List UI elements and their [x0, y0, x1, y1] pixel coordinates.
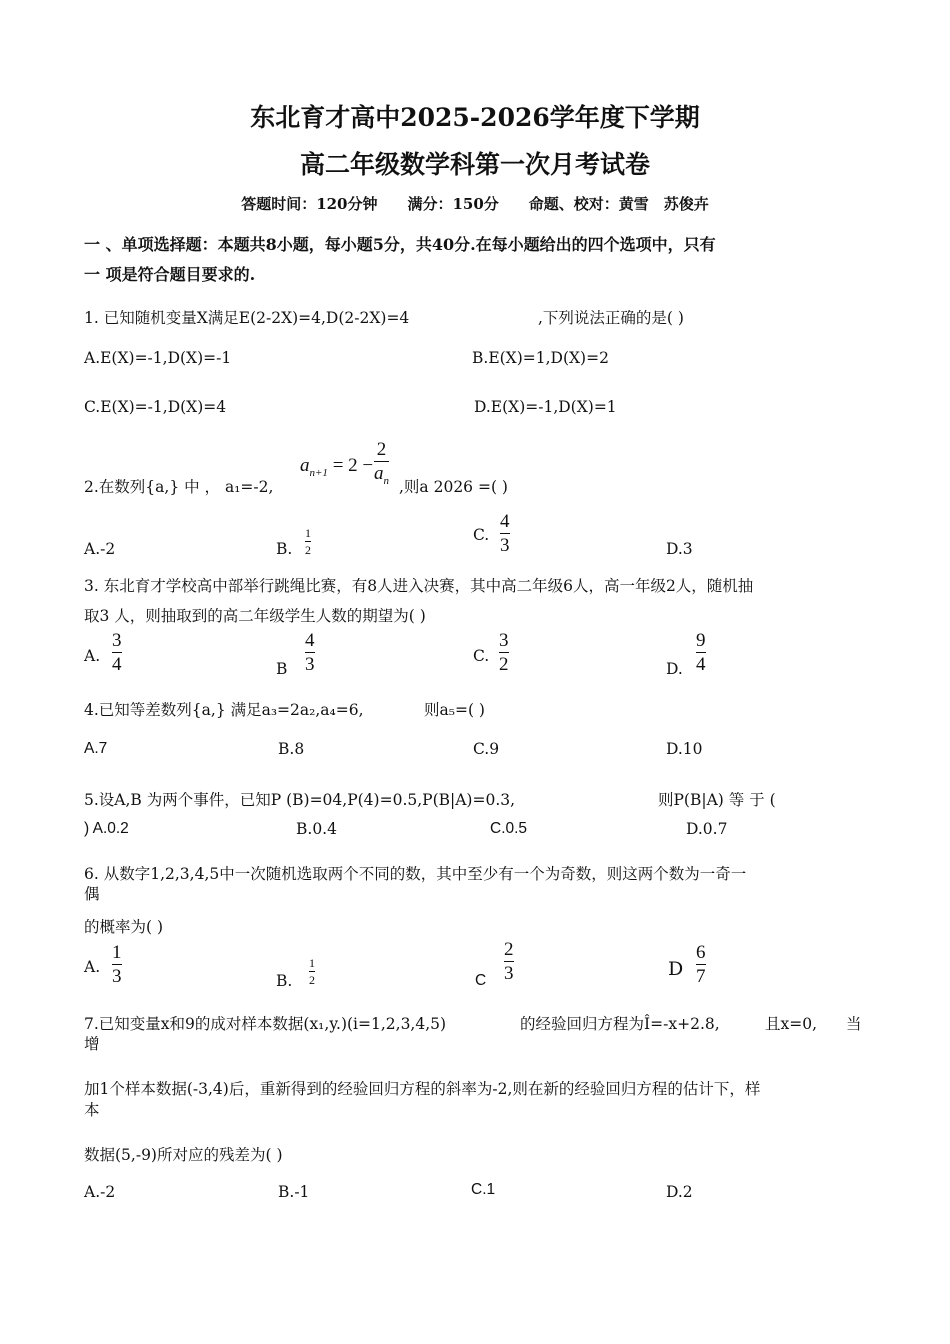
q5-option-d: D.0.7 — [686, 820, 728, 838]
fraction-denominator: 7 — [696, 966, 706, 987]
q7-option-d: D.2 — [666, 1183, 693, 1201]
q7-stem-line3: 数据(5,-9)所对应的残差为( ) — [84, 1146, 283, 1164]
fraction-bar — [504, 961, 514, 962]
q3-option-d-label: D. — [666, 660, 683, 678]
q4-option-a: A.7 — [84, 740, 108, 757]
fraction-bar — [112, 964, 122, 965]
fraction-numerator: 1 — [309, 956, 315, 970]
fraction-bar — [696, 652, 706, 653]
q6-stem-cont: 的概率为( ) — [84, 918, 164, 936]
q3-option-c-label: C. — [473, 647, 490, 665]
q2-option-c-label: C. — [473, 526, 490, 544]
fraction-bar — [696, 964, 706, 965]
q5-stem-cont: 则P(B|A) 等 于 ( — [658, 791, 776, 809]
q2-formula-den-sub: n — [383, 474, 389, 487]
fraction-denominator: 3 — [500, 535, 510, 556]
q2-stem-cont: ,则a 2026 =( ) — [399, 478, 508, 496]
q2-option-d: D.3 — [666, 540, 693, 558]
fraction-numerator: 9 — [696, 630, 706, 651]
fraction-bar — [500, 533, 510, 534]
fraction-bar — [305, 541, 311, 542]
fraction-numerator: 4 — [305, 630, 315, 651]
q7-option-a: A.-2 — [84, 1183, 116, 1201]
fraction-bar — [374, 461, 389, 462]
q7-stem-condition: 且x=0, — [765, 1015, 818, 1033]
fraction-bar — [112, 652, 122, 653]
q7-option-b: B.-1 — [278, 1183, 310, 1201]
q7-stem-wrap1: 增 — [84, 1035, 100, 1053]
q2-formula-lhs: a — [300, 455, 310, 476]
q2-recurrence-formula — [300, 455, 373, 479]
q3-option-b-fraction — [305, 631, 315, 674]
fraction-bar — [309, 971, 315, 972]
fraction-denominator: 2 — [309, 973, 315, 987]
fraction-denominator: 2 — [305, 543, 311, 557]
q6-option-d-fraction — [696, 943, 706, 986]
q4-option-c: C.9 — [473, 740, 500, 758]
q7-stem-regression: 的经验回归方程为Î=-x+2.8, — [520, 1015, 720, 1033]
section1-heading-cont: 一 项是符合题目要求的. — [84, 265, 256, 284]
q6-option-a-label: A. — [84, 958, 101, 976]
fraction-numerator: 3 — [112, 630, 122, 651]
q1-option-a: A.E(X)=-1,D(X)=-1 — [84, 349, 232, 367]
q6-stem: 6. 从数字1,2,3,4,5中一次随机选取两个不同的数，其中至少有一个为奇数，则这两个数为一奇一 — [84, 865, 747, 883]
q5-option-b: B.0.4 — [296, 820, 337, 838]
fraction-bar — [305, 652, 315, 653]
q3-option-a-label: A. — [84, 647, 101, 665]
q2-stem: 2.在数列{a,} 中 ， a₁=-2, — [84, 478, 274, 496]
fraction-numerator: 4 — [500, 511, 510, 532]
fraction-numerator: 3 — [499, 630, 509, 651]
q2-formula-den: a — [374, 463, 384, 484]
q7-stem-wrap2: 本 — [84, 1101, 100, 1119]
fraction-numerator: 6 — [696, 942, 706, 963]
q3-option-c-fraction — [499, 631, 509, 674]
q2-option-b-label: B. — [276, 540, 293, 558]
q7-stem-when: 当 — [846, 1015, 862, 1033]
fraction-numerator: 1 — [112, 942, 122, 963]
q5-option-c: C.0.5 — [490, 820, 528, 837]
fraction-denominator: 2 — [499, 654, 509, 675]
q2-option-c-fraction — [500, 512, 510, 555]
q1-stem-cont: ,下列说法正确的是( ) — [538, 309, 684, 327]
q5-stem: 5.设A,B 为两个事件，已知P (B)=04,P(4)=0.5,P(B|A)=0.3, — [84, 791, 516, 809]
q4-option-d: D.10 — [666, 740, 703, 758]
q3-stem: 3. 东北育才学校高中部举行跳绳比赛，有8人进入决赛，其中高二年级6人，高一年级2人，随机抽 — [84, 577, 754, 595]
q1-option-c: C.E(X)=-1,D(X)=4 — [84, 398, 227, 416]
fraction-denominator: 3 — [112, 966, 122, 987]
q7-option-c: C.1 — [471, 1181, 496, 1198]
q7-stem: 7.已知变量x和9的成对样本数据(x₁,y.)(i=1,2,3,4,5) — [84, 1015, 447, 1033]
exam-title-line2: 高二年级数学科第一次月考试卷 — [299, 150, 650, 179]
q2-option-a: A.-2 — [84, 540, 116, 558]
q4-stem: 4.已知等差数列{a,} 满足a₃=2a₂,a₄=6, — [84, 701, 364, 719]
exam-info: 答题时间：120分钟 满分：150分 命题、校对：黄雪 苏俊卉 — [241, 195, 709, 213]
q2-formula-num: 2 — [376, 439, 387, 460]
section1-heading: 一 、单项选择题：本题共8小题，每小题5分，共40分.在每小题给出的四个选项中，只有 — [84, 235, 716, 254]
q6-option-c-label: C — [475, 972, 487, 989]
fraction-denominator: 4 — [112, 654, 122, 675]
fraction-denominator: 3 — [305, 654, 315, 675]
q4-option-b: B.8 — [278, 740, 305, 758]
fraction-denominator: 4 — [696, 654, 706, 675]
fraction-denominator: 3 — [504, 963, 514, 984]
exam-title-line1: 东北育才高中2025-2026学年度下学期 — [250, 103, 700, 132]
q5-option-a: ) A.0.2 — [84, 820, 129, 837]
fraction-numerator: 1 — [305, 526, 311, 540]
q3-option-b-label: B — [276, 660, 288, 678]
q4-stem-cont: 则a₅=( ) — [424, 701, 485, 719]
q1-stem: 1. 已知随机变量X满足E(2-2X)=4,D(2-2X)=4 — [84, 309, 410, 327]
q2-formula-fraction — [374, 440, 389, 487]
q3-option-d-fraction — [696, 631, 706, 674]
q1-option-b: B.E(X)=1,D(X)=2 — [472, 349, 609, 367]
q6-option-d-label: D — [668, 958, 684, 980]
q2-formula-eq: = 2 − — [332, 455, 374, 476]
q6-option-c-fraction — [504, 940, 514, 983]
q1-option-d: D.E(X)=-1,D(X)=1 — [474, 398, 617, 416]
q2-option-b-fraction — [305, 527, 311, 556]
q6-option-b-label: B. — [276, 972, 293, 990]
q7-stem-line2: 加1个样本数据(-3,4)后，重新得到的经验回归方程的斜率为-2,则在新的经验回归方程的估计下，样 — [84, 1080, 761, 1098]
q6-option-a-fraction — [112, 943, 122, 986]
q6-stem-wrap: 偶 — [84, 885, 100, 903]
q2-formula-sub: n+1 — [309, 466, 328, 479]
q3-option-a-fraction — [112, 631, 122, 674]
fraction-numerator: 2 — [504, 939, 514, 960]
fraction-bar — [499, 652, 509, 653]
q3-stem-cont: 取3 人，则抽取到的高二年级学生人数的期望为( ) — [84, 607, 426, 625]
q6-option-b-fraction — [309, 957, 315, 986]
